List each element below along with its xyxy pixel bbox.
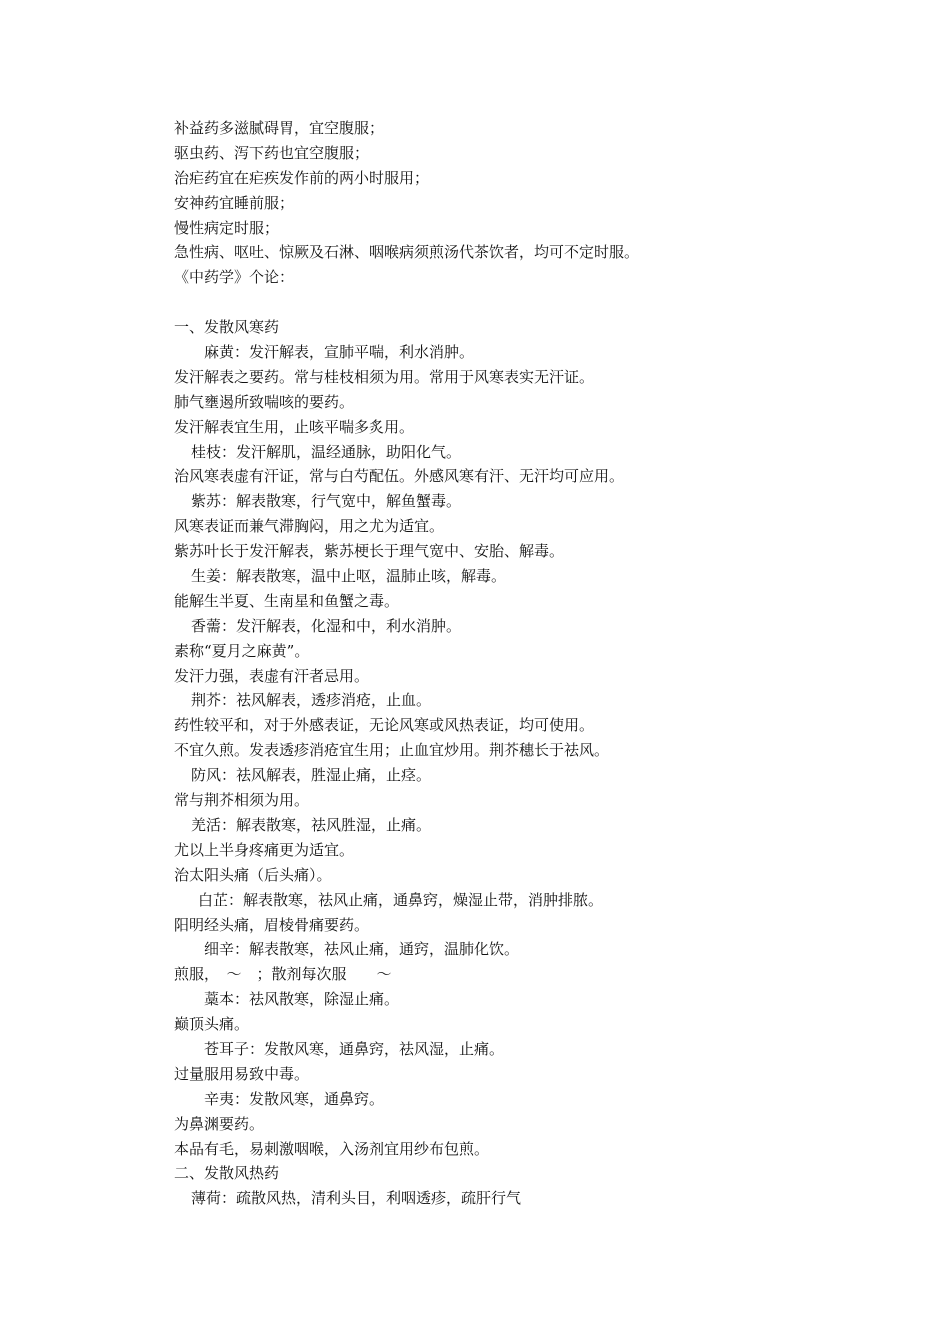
text-line: 治风寒表虚有汗证，常与白芍配伍。外感风寒有汗、无汗均可应用。 <box>174 467 625 486</box>
text-line: 肺气壅遏所致喘咳的要药。 <box>174 392 355 411</box>
text-line: 不宜久煎。发表透疹消疮宜生用；止血宜炒用。荆芥穗长于祛风。 <box>174 741 610 760</box>
text-line: 为鼻渊要药。 <box>174 1114 265 1133</box>
text-line: 发汗解表之要药。常与桂枝相须为用。常用于风寒表实无汗证。 <box>174 367 595 386</box>
text-line: 常与荆芥相须为用。 <box>174 791 310 810</box>
text-line: 本品有毛，易刺激咽喉，入汤剂宜用纱布包煎。 <box>174 1139 490 1158</box>
text-line: 发汗解表宜生用，止咳平喘多炙用。 <box>174 417 415 436</box>
text-line: 补益药多滋腻碍胃，宜空腹服； <box>174 119 385 137</box>
text-line: 治疟药宜在疟疾发作前的两小时服用； <box>174 168 430 187</box>
text-line: 荆芥：祛风解表，透疹消疮，止血。 <box>191 691 432 710</box>
text-line: 藁本：祛风散寒，除湿止痛。 <box>204 990 400 1009</box>
text-line: 细辛：解表散寒，祛风止痛，通窍，温肺化饮。 <box>204 940 520 959</box>
text-line: 紫苏叶长于发汗解表，紫苏梗长于理气宽中、安胎、解毒。 <box>174 542 565 561</box>
text-line: 尤以上半身疼痛更为适宜。 <box>174 840 355 859</box>
text-line: 阳明经头痛，眉棱骨痛要药。 <box>174 915 370 934</box>
text-line: 香薷：发汗解表，化湿和中，利水消肿。 <box>191 616 462 635</box>
text-line <box>174 290 894 315</box>
text-line: 驱虫药、泻下药也宜空腹服； <box>174 143 370 162</box>
text-line: 苍耳子：发散风寒，通鼻窍，祛风湿，止痛。 <box>204 1039 505 1058</box>
text-line: 煎服， ～ ；散剂每次服 ～ <box>174 965 392 984</box>
text-line: 能解生半夏、生南星和鱼蟹之毒。 <box>174 591 400 610</box>
text-line: 紫苏：解表散寒，行气宽中，解鱼蟹毒。 <box>191 492 462 511</box>
text-line: 《中药学》个论： <box>174 268 295 287</box>
text-line: 薄荷：疏散风热，清利头目，利咽透疹，疏肝行气 <box>191 1189 522 1208</box>
text-line: 药性较平和，对于外感表证，无论风寒或风热表证，均可使用。 <box>174 716 595 735</box>
document-text <box>174 116 894 1211</box>
text-line: 发汗力强，表虚有汗者忌用。 <box>174 666 370 685</box>
text-line: 桂枝：发汗解肌，温经通脉，助阳化气。 <box>191 442 462 461</box>
text-line: 防风：祛风解表，胜湿止痛，止痉。 <box>191 766 432 785</box>
text-line: 麻黄：发汗解表，宣肺平喘，利水消肿。 <box>204 343 475 362</box>
text-line: 急性病、呕吐、惊厥及石淋、咽喉病须煎汤代茶饮者，均可不定时服。 <box>174 243 640 262</box>
text-line: 风寒表证而兼气滞胸闷，用之尤为适宜。 <box>174 517 445 536</box>
text-line: 慢性病定时服； <box>174 218 280 237</box>
text-line: 辛夷：发散风寒，通鼻窍。 <box>204 1089 385 1108</box>
text-line: 一、发散风寒药 <box>174 318 280 337</box>
text-line: 素称“夏月之麻黄”。 <box>174 641 310 660</box>
text-line: 安神药宜睡前服； <box>174 193 295 212</box>
text-line: 过量服用易致中毒。 <box>174 1064 310 1083</box>
text-line: 巅顶头痛。 <box>174 1015 250 1034</box>
text-line: 羌活：解表散寒，祛风胜湿，止痛。 <box>191 815 432 834</box>
text-line: 白芷：解表散寒，祛风止痛，通鼻窍，燥湿止带，消肿排脓。 <box>198 890 604 909</box>
text-line: 二、发散风热药 <box>174 1164 280 1183</box>
text-line: 治太阳头痛（后头痛）。 <box>174 865 332 884</box>
text-line: 生姜：解表散寒，温中止呕，温肺止咳，解毒。 <box>191 567 507 586</box>
